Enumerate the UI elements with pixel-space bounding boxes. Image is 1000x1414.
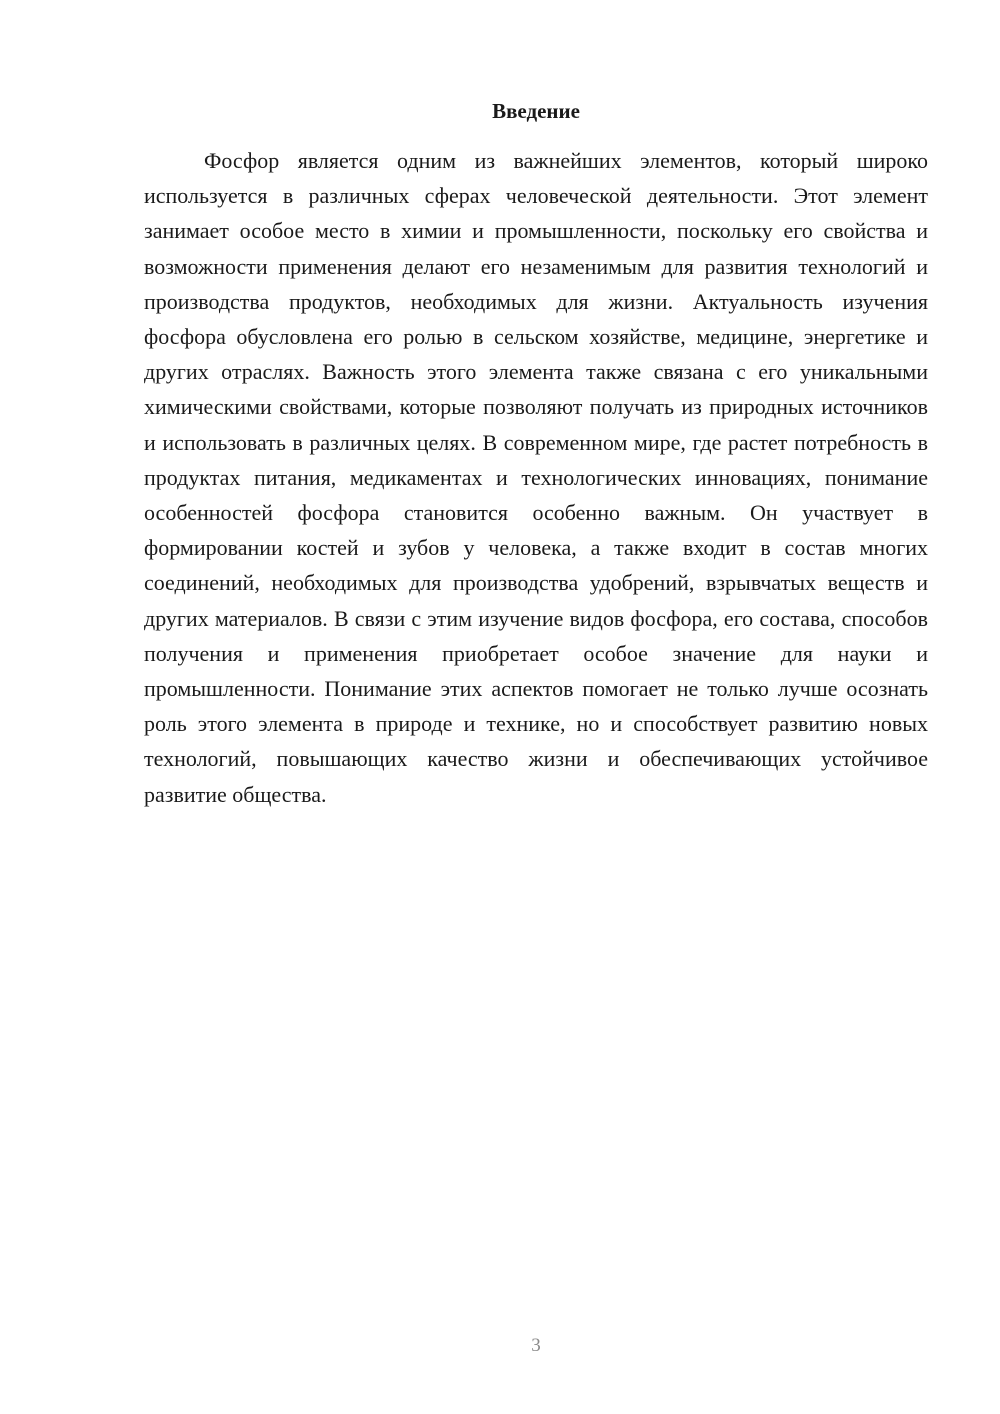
section-title: Введение (492, 99, 580, 123)
page-number: 3 (531, 1335, 541, 1356)
body-paragraph: Фосфор является одним из важнейших элементов, который широко используется в различных сферах человеческой деятельности. Этот элемент занимает особое место в химии и промышленности, поскольку его свойства и возможности применения делают его незаменимым для развития технологий и производства продуктов, необходимых для жизни. Актуальность изучения фосфора обусловлена его ролью в сельском хозяйстве, медицине, энергетике и других отраслях. Важность этого элемента также связана с его уникальными химическими свойствами, которые позволяют получать из природных источников и использовать в различных целях. В современном мире, где растет потребность в продуктах питания, медикаментах и технологических инновациях, понимание особенностей фосфора становится особенно важным. Он участвует в формировании костей и зубов у человека, а также входит в состав многих соединений, необходимых для производства удобрений, взрывчатых веществ и других материалов. В связи с этим изучение видов фосфора, его состава, способов получения и применения приобретает особое значение для науки и промышленности. Понимание этих аспектов помогает не только лучше осознать роль этого элемента в природе и технике, но и способствует развитию новых технологий, повышающих качество жизни и обеспечивающих устойчивое развитие общества. (144, 148, 928, 807)
